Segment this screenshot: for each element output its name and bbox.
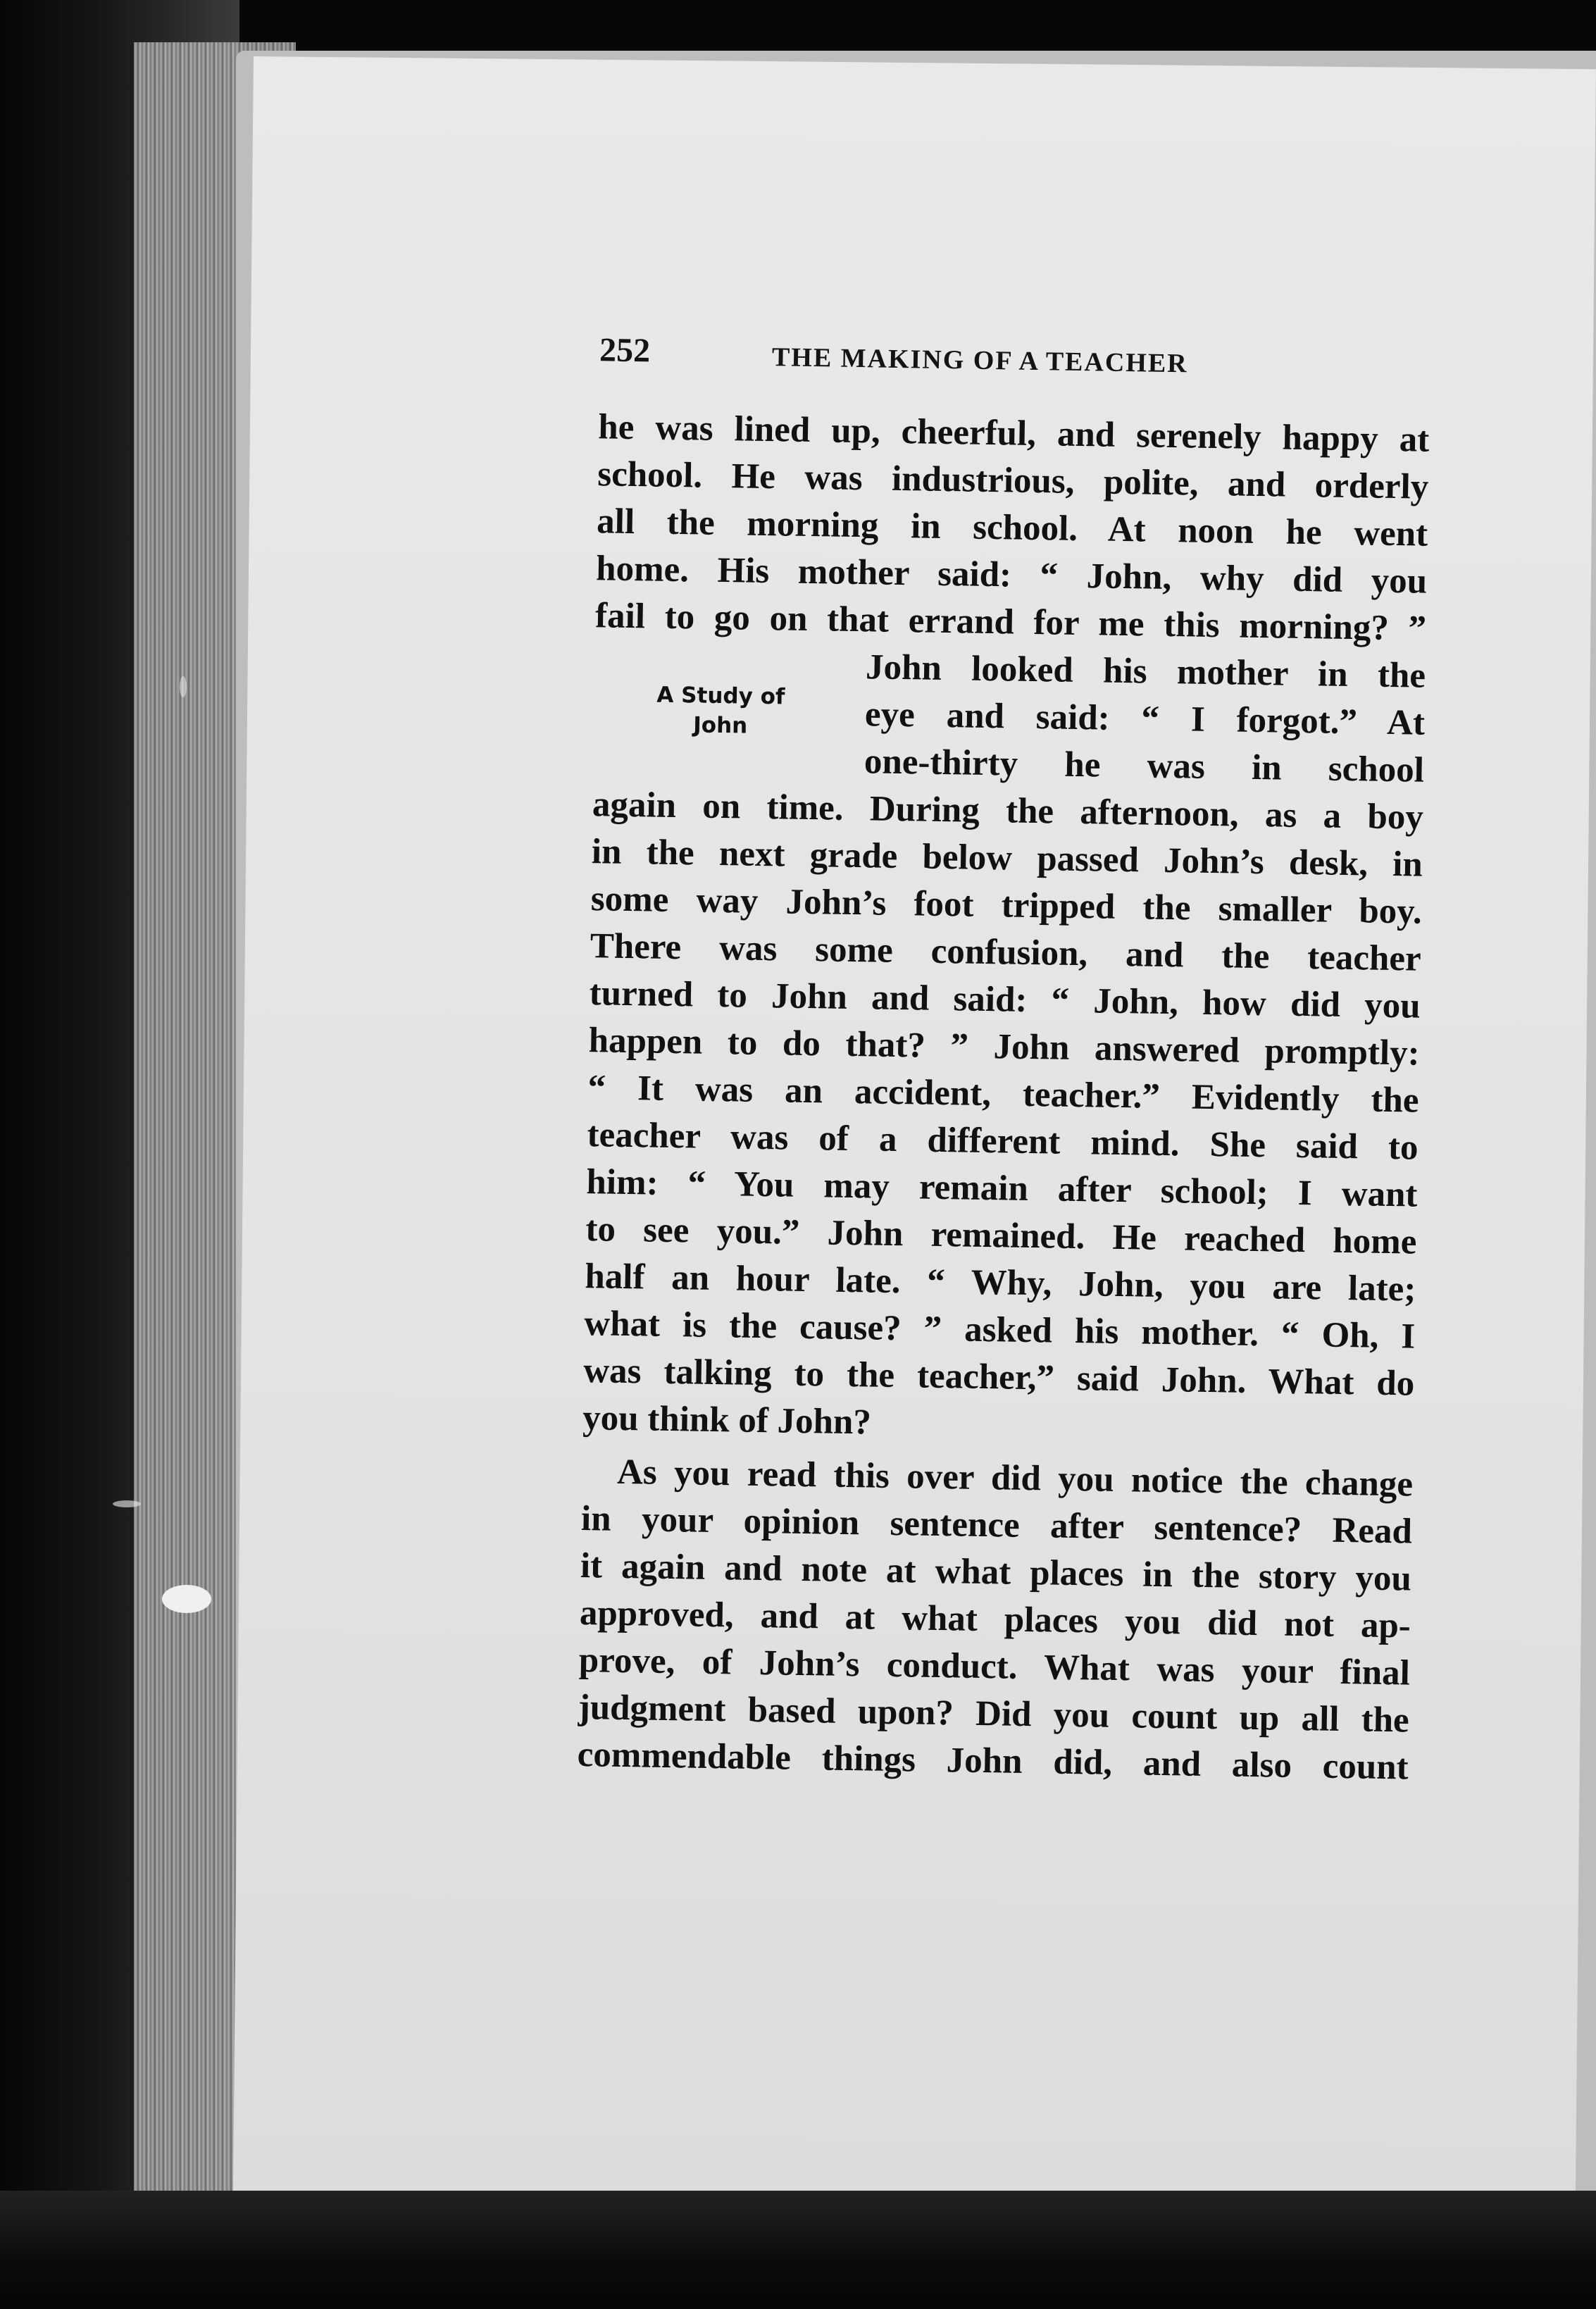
text-line: half an hour late. “ Why, John, you are late; — [585, 1257, 1416, 1309]
text-line: to see you.” John remained. He reached home — [585, 1209, 1417, 1262]
text-line: in your opinion sentence after sentence? Read — [580, 1499, 1413, 1552]
text-line: happen to do that? ” John answered promptly: — [588, 1021, 1421, 1073]
text-line: home. His mother said: “ John, why did you — [595, 549, 1428, 602]
margin-note — [628, 680, 812, 742]
text-line: There was some confusion, and the teacher — [590, 926, 1422, 979]
scan-background-bottom — [0, 2191, 1596, 2309]
text-line: approved, and at what places you did not ap- — [579, 1593, 1411, 1646]
text-line: John looked his mother in the — [865, 647, 1426, 696]
text-line: school. He was industrious, polite, and orderly — [597, 454, 1429, 507]
scan-speck — [113, 1500, 141, 1507]
text-line: fail to go on that errand for me this morning? ” — [594, 596, 1427, 649]
text-line: teacher was of a different mind. She said to — [587, 1115, 1419, 1168]
text-line: turned to John and said: “ John, how did you — [589, 973, 1421, 1026]
text-line: he was lined up, cheerful, and serenely happy at — [597, 407, 1430, 460]
text-line: was talking to the teacher,” said John. What do — [582, 1351, 1415, 1404]
margin-note-line: A Study of — [656, 682, 785, 710]
text-line: him: “ You may remain after school; I want — [586, 1162, 1418, 1215]
scan-speck — [162, 1585, 211, 1613]
text-line: commendable things John did, and also count — [577, 1735, 1409, 1788]
text-line: one-thirty he was in school — [864, 742, 1425, 790]
text-line: eye and said: “ I forgot.” At — [864, 695, 1426, 743]
text-line: prove, of John’s conduct. What was your final — [578, 1641, 1411, 1693]
text-line: again on time. During the afternoon, as a boy — [592, 785, 1424, 838]
margin-note-line: John — [692, 712, 748, 739]
scan-speck — [180, 676, 187, 697]
text-line: what is the cause? ” asked his mother. “ Oh, I — [583, 1304, 1416, 1357]
text-line: all the morning in school. At noon he went — [596, 502, 1428, 554]
text-line: As you read this over did you notice the change — [616, 1452, 1414, 1505]
running-title: THE MAKING OF A TEACHER — [771, 342, 1188, 379]
text-line: in the next grade below passed John’s desk, in — [591, 832, 1423, 885]
text-line: “ It was an accident, teacher.” Evidently the — [587, 1068, 1419, 1121]
text-line: it again and note at what places in the story you — [580, 1546, 1412, 1599]
text-line: judgment based upon? Did you count up all the — [578, 1688, 1410, 1741]
page-number: 252 — [599, 331, 651, 370]
text-line: some way John’s foot tripped the smaller boy. — [590, 879, 1423, 932]
text-line: you think of John? — [582, 1398, 872, 1443]
